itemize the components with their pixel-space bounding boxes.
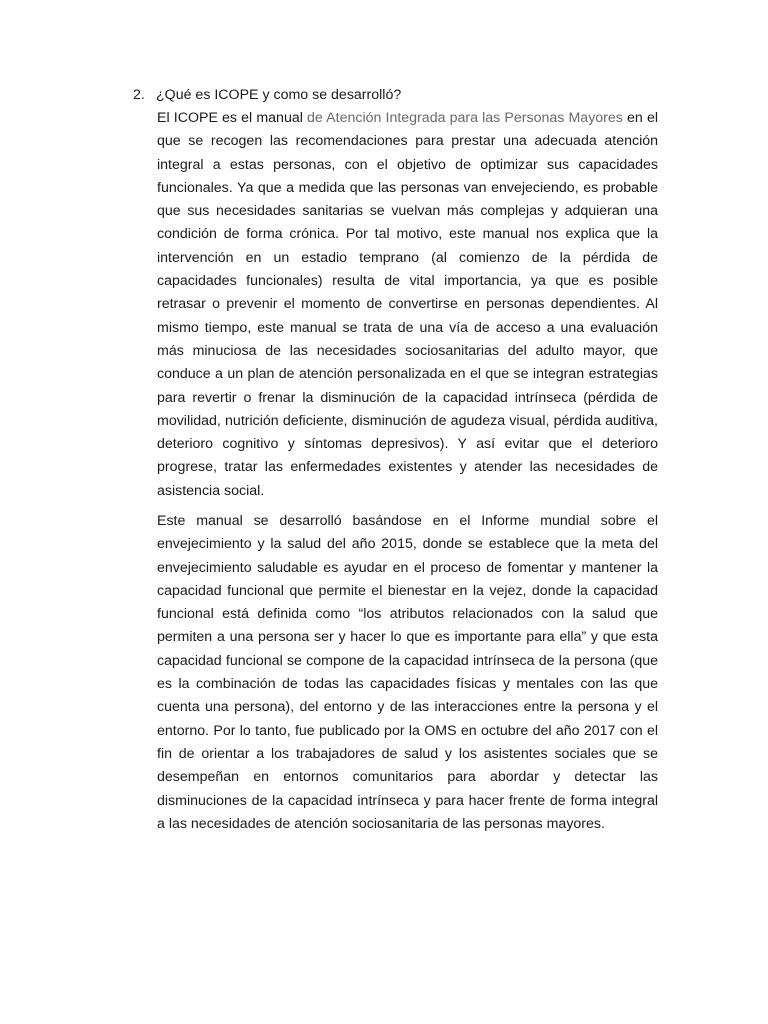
manual-title-highlight: de Atención Integrada para las Personas Mayores [307,110,623,126]
paragraph-icope-definition [157,107,658,503]
question-text: ¿Qué es ICOPE y como se desarrolló? [156,87,402,103]
paragraph-body-text: en el que se recogen las recomendaciones para prestar una adecuada atención integral a estas personas, con el objetivo de optimizar sus capacidades funcionales. Ya que a medida que las personas van envejeciendo, es probable que sus necesidades sanitarias se vuelvan más complejas y adquieran una condición de forma crónica. Por tal motivo, este manual nos explica que la intervención en un estadio temprano (al comienzo de la pérdida de capacidades funcionales) resulta de vital importancia, ya que es posible retrasar o prevenir el momento de convertirse en personas dependientes. Al mismo tiempo, este manual se trata de una vía de acceso a una evaluación más minuciosa de las necesidades sociosanitarias del adulto mayor, que conduce a un plan de atención personalizada en el que se integran estrategias para revertir o frenar la disminución de la capacidad intrínseca (pérdida de movilidad, nutrición deficiente, disminución de agudeza visual, pérdida auditiva, deterioro cognitivo y síntomas depresivos). Y así evitar que el deterioro progrese, tratar las enfermedades existentes y atender las necesidades de asistencia social. [157,110,659,499]
question-number: 2. [133,87,145,103]
paragraph-intro-text: El ICOPE es el manual [157,110,308,126]
question-heading [133,85,653,105]
paragraph-development: Este manual se desarrolló basándose en el Informe mundial sobre el envejecimiento y la salud del año 2015, donde se establece que la meta del envejecimiento saludable es ayudar en el proceso de fomentar y mantener la capacidad funcional que permite el bienestar en la vejez, donde la capacidad funcional está definida como “los atributos relacionados con la salud que permiten a una persona ser y hacer lo que es importante para ella” y que esta capacidad funcional se compone de la capacidad intrínseca de la persona (que es la combinación de todas las capacidades físicas y mentales con las que cuenta una persona), del entorno y de las interacciones entre la persona y el entorno. Por lo tanto, fue publicado por la OMS en octubre del año 2017 con el fin de orientar a los trabajadores de salud y los asistentes sociales que se desempeñan en entornos comunitarios para abordar y detectar las disminuciones de la capacidad intrínseca y para hacer frente de forma integral a las necesidades de atención sociosanitaria de las personas mayores. [157,513,658,832]
